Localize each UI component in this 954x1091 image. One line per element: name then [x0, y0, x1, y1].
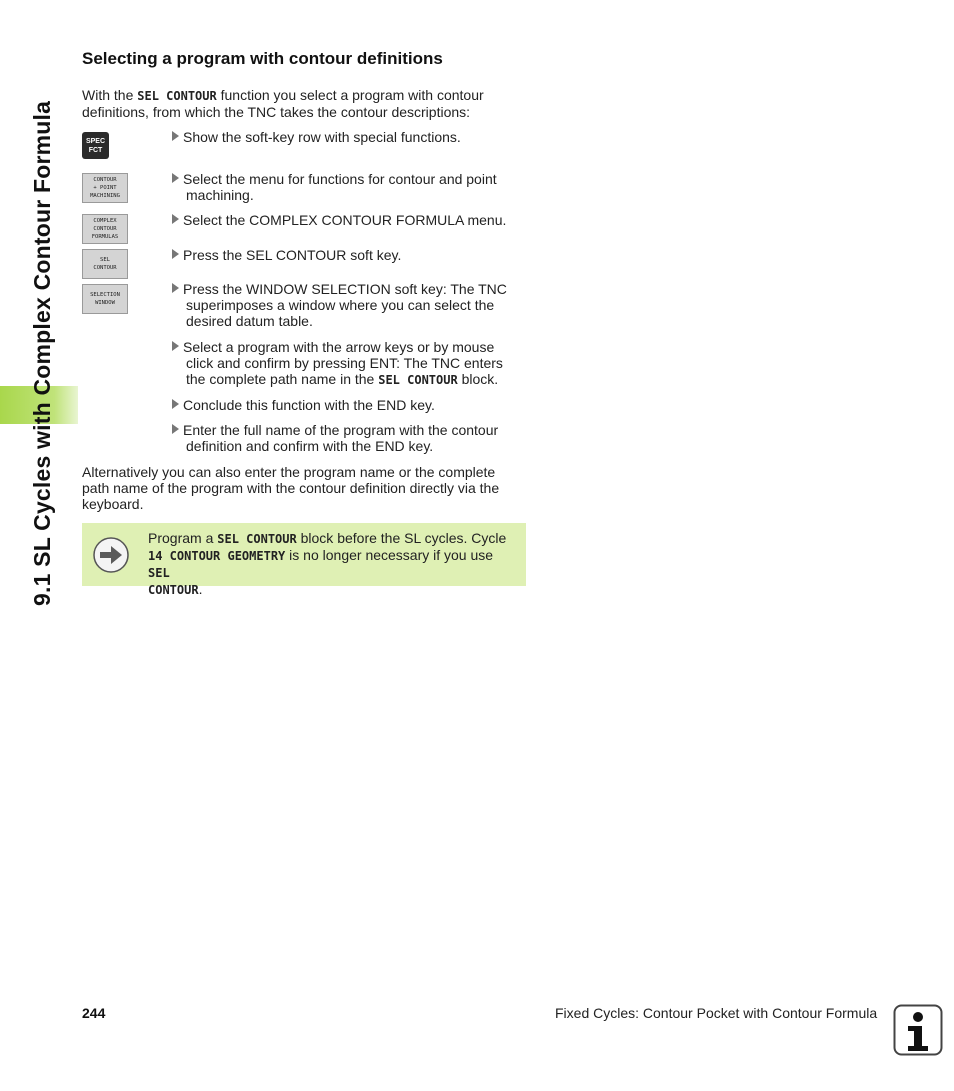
bullet-triangle-icon: [172, 341, 179, 351]
step-1: Show the soft-key row with special functions.: [172, 129, 522, 145]
alternative-paragraph: Alternatively you can also enter the program name or the complete path name of the program with the contour definition directly via the keyboard.: [82, 464, 500, 512]
softkey-complex-contour-formulas: COMPLEX CONTOUR FORMULAS: [82, 214, 128, 244]
softkey-selection-window: SELECTION WINDOW: [82, 284, 128, 314]
code-sel-contour: SEL CONTOUR: [378, 373, 458, 387]
bullet-triangle-icon: [172, 424, 179, 434]
step-7: Conclude this function with the END key.: [172, 397, 522, 413]
softkey-sel-contour: SEL CONTOUR: [82, 249, 128, 279]
section-heading: Selecting a program with contour definitions: [82, 49, 443, 68]
footer-chapter-title: Fixed Cycles: Contour Pocket with Contour Formula: [555, 1005, 878, 1021]
intro-paragraph: With the SEL CONTOUR function you select a program with contour definitions, from which the TNC takes the contour descriptions:: [82, 87, 484, 120]
step-8: Enter the full name of the program with the contour definition and confirm with the END key.: [172, 422, 522, 454]
softkey-contour-point-machining: CONTOUR + POINT MACHINING: [82, 173, 128, 203]
arrow-right-icon: [92, 536, 130, 574]
step-5: Press the WINDOW SELECTION soft key: The TNC superimposes a window where you can select the desired datum table.: [172, 281, 522, 329]
note-text: Program a SEL CONTOUR block before the SL cycles. Cycle 14 CONTOUR GEOMETRY is no longer necessary if you use SEL CONTOUR.: [148, 530, 507, 597]
bullet-triangle-icon: [172, 131, 179, 141]
code-sel-contour: SEL CONTOUR: [137, 89, 217, 103]
step-6: Select a program with the arrow keys or by mouse click and confirm by pressing ENT: The TNC enters the complete path name in the SEL CONTOUR block.: [172, 339, 522, 388]
step-2: Select the menu for functions for contour and point machining.: [172, 171, 522, 203]
step-3: Select the COMPLEX CONTOUR FORMULA menu.: [172, 212, 522, 228]
page-number: 244: [82, 1005, 106, 1021]
bullet-triangle-icon: [172, 214, 179, 224]
info-icon: [893, 1004, 943, 1056]
bullet-triangle-icon: [172, 399, 179, 409]
bullet-triangle-icon: [172, 283, 179, 293]
chapter-side-title: 9.1 SL Cycles with Complex Contour Formula: [29, 100, 55, 606]
step-4: Press the SEL CONTOUR soft key.: [172, 247, 522, 263]
bullet-triangle-icon: [172, 173, 179, 183]
spec-fct-key: SPEC FCT: [82, 132, 109, 159]
note-box: [82, 523, 526, 597]
bullet-triangle-icon: [172, 249, 179, 259]
